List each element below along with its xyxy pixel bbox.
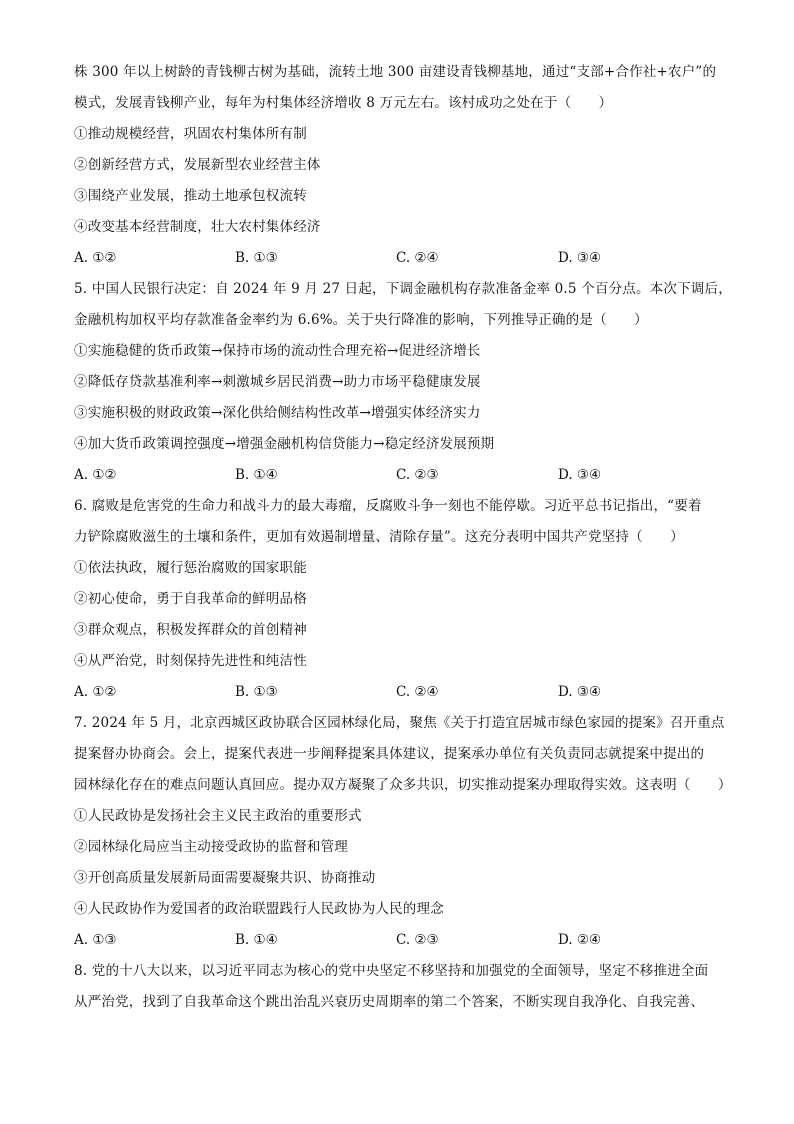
question-stem-line: 6. 腐败是危害党的生命力和战斗力的最大毒瘤，反腐败斗争一刻也不能停歇。习近平总书记指出，“要着 xyxy=(74,498,702,514)
statement-item: ③围绕产业发展，推动土地承包权流转 xyxy=(74,188,307,204)
question-7 xyxy=(74,713,732,950)
option-c: C. ②③ xyxy=(396,467,439,483)
option-d: D. ③④ xyxy=(558,467,602,483)
question-stem-line: 株 300 年以上树龄的青钱柳古树为基础，流转土地 300 亩建设青钱柳基地，通过“支部+合作社+农户”的 xyxy=(74,64,717,80)
question-4 xyxy=(74,62,724,268)
statement-item: ③群众观点，积极发挥群众的首创精神 xyxy=(74,622,307,638)
question-stem-line: 模式，发展青钱柳产业，每年为村集体经济增收 8 万元左右。该村成功之处在于（ ） xyxy=(74,95,613,111)
option-a: A. ①③ xyxy=(74,932,117,948)
question-5 xyxy=(74,279,732,485)
option-a: A. ①② xyxy=(74,250,117,266)
answer-options xyxy=(74,930,724,950)
question-stem-line: 8. 党的十八大以来，以习近平同志为核心的党中央坚定不移坚持和加强党的全面领导，坚定不移推进全面 xyxy=(74,963,709,979)
statement-item: ②创新经营方式，发展新型农业经营主体 xyxy=(74,157,321,173)
option-d: D. ②④ xyxy=(558,932,602,948)
option-c: C. ②④ xyxy=(396,684,439,700)
statement-item: ①依法执政，履行惩治腐败的国家职能 xyxy=(74,560,307,576)
option-a: A. ①② xyxy=(74,467,117,483)
question-8 xyxy=(74,961,724,1012)
statement-item: ②降低存贷款基准利率→刺激城乡居民消费→助力市场平稳健康发展 xyxy=(74,374,481,390)
option-b: B. ①④ xyxy=(235,932,278,948)
answer-options xyxy=(74,465,724,485)
option-b: B. ①③ xyxy=(235,684,278,700)
option-a: A. ①② xyxy=(74,684,117,700)
statement-item: ①人民政协是发扬社会主义民主政治的重要形式 xyxy=(74,808,362,824)
statement-item: ②园林绿化局应当主动接受政协的监督和管理 xyxy=(74,839,348,855)
question-stem-line: 从严治党，找到了自我革命这个跳出治乱兴衰历史周期率的第二个答案，不断实现自我净化、自我完善、 xyxy=(74,994,705,1010)
statement-item: ①推动规模经营，巩固农村集体所有制 xyxy=(74,126,307,142)
option-c: C. ②④ xyxy=(396,250,439,266)
statement-item: ③实施积极的财政政策→深化供给侧结构性改革→增强实体经济实力 xyxy=(74,405,481,421)
statement-item: ④从严治党，时刻保持先进性和纯洁性 xyxy=(74,653,307,669)
statement-item: ④人民政协作为爱国者的政治联盟践行人民政协为人民的理念 xyxy=(74,901,444,917)
statement-item: ④改变基本经营制度，壮大农村集体经济 xyxy=(74,219,321,235)
option-c: C. ②③ xyxy=(396,932,439,948)
statement-item: ④加大货币政策调控强度→增强金融机构信贷能力→稳定经济发展预期 xyxy=(74,436,495,452)
option-d: D. ③④ xyxy=(558,684,602,700)
option-b: B. ①④ xyxy=(235,467,278,483)
statement-item: ②初心使命，勇于自我革命的鲜明品格 xyxy=(74,591,307,607)
question-stem-line: 园林绿化存在的难点问题认真回应。提办双方凝聚了众多共识，切实推动提案办理取得实效。这表明（ ） xyxy=(74,777,732,793)
exam-page xyxy=(74,62,732,1023)
question-6 xyxy=(74,496,724,702)
statement-item: ③开创高质量发展新局面需要凝聚共识、协商推动 xyxy=(74,870,376,886)
question-stem-line: 金融机构加权平均存款准备金率约为 6.6%。关于央行降准的影响，下列推导正确的是（ ） xyxy=(74,312,648,328)
option-b: B. ①③ xyxy=(235,250,278,266)
question-stem-line: 提案督办协商会。会上，提案代表进一步阐释提案具体建议，提案承办单位有关负责同志就提案中提出的 xyxy=(74,746,705,762)
answer-options xyxy=(74,682,724,702)
question-stem-line: 力铲除腐败滋生的土壤和条件，更加有效遏制增量、清除存量”。这充分表明中国共产党坚持（ ） xyxy=(74,529,684,545)
option-d: D. ③④ xyxy=(558,250,602,266)
statement-item: ①实施稳健的货币政策→保持市场的流动性合理充裕→促进经济增长 xyxy=(74,343,481,359)
answer-options xyxy=(74,248,724,268)
question-stem-line: 5. 中国人民银行决定：自 2024 年 9 月 27 日起，下调金融机构存款准备金率 0.5 个百分点。本次下调后， xyxy=(74,281,732,297)
question-stem-line: 7. 2024 年 5 月，北京西城区政协联合区园林绿化局，聚焦《关于打造宜居城市绿色家园的提案》召开重点 xyxy=(74,715,725,731)
